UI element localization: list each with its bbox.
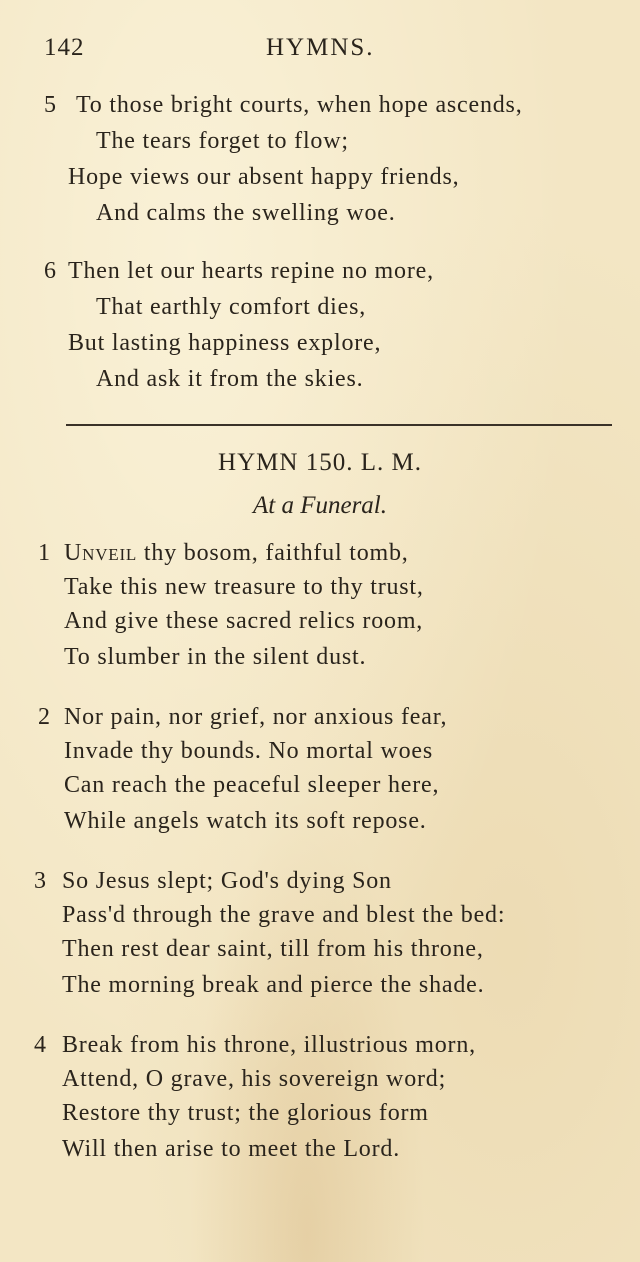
verse-line: Nor pain, nor grief, nor anxious fear, <box>64 704 448 730</box>
verse-line: But lasting happiness explore, <box>68 330 382 356</box>
verse-line: Will then arise to meet the Lord. <box>62 1136 401 1162</box>
hymn-subtitle: At a Funeral. <box>252 492 387 519</box>
verse-line: Then rest dear saint, till from his throne, <box>62 936 484 962</box>
stanza-number: 5 <box>44 92 56 118</box>
verse-line: Break from his throne, illustrious morn, <box>62 1032 476 1058</box>
verse-line: The tears forget to flow; <box>96 128 349 154</box>
page-number: 142 <box>44 34 85 61</box>
section-divider <box>66 424 612 426</box>
stanza-number: 2 <box>38 704 50 730</box>
verse-line: Restore thy trust; the glorious form <box>62 1100 429 1126</box>
verse-line: Pass'd through the grave and blest the bed: <box>62 902 506 928</box>
verse-line: Take this new treasure to thy trust, <box>64 574 424 600</box>
verse-line: To those bright courts, when hope ascends, <box>76 92 523 118</box>
verse-line: And give these sacred relics room, <box>64 608 424 634</box>
page-header <box>0 34 640 68</box>
verse-line: That earthly comfort dies, <box>96 294 367 320</box>
stanza-number: 6 <box>44 258 56 284</box>
verse-line: And calms the swelling woe. <box>96 200 396 226</box>
stanza-number: 4 <box>34 1032 46 1058</box>
verse-line: Attend, O grave, his sovereign word; <box>62 1066 447 1092</box>
verse-line: To slumber in the silent dust. <box>64 644 367 670</box>
verse-line: So Jesus slept; God's dying Son <box>62 868 392 894</box>
verse-line: Then let our hearts repine no more, <box>68 258 434 284</box>
running-head: HYMNS. <box>266 34 375 61</box>
verse-line: And ask it from the skies. <box>96 366 364 392</box>
verse-line <box>64 538 409 568</box>
stanza-number: 1 <box>38 540 50 566</box>
drop-word: Unveil <box>64 540 138 566</box>
verse-line-rest: thy bosom, faithful tomb, <box>137 540 409 566</box>
verse-line: Hope views our absent happy friends, <box>68 164 460 190</box>
stanza-number: 3 <box>34 868 46 894</box>
verse-line: Can reach the peaceful sleeper here, <box>64 772 440 798</box>
verse-line: While angels watch its soft repose. <box>64 808 427 834</box>
verse-line: Invade thy bounds. No mortal woes <box>64 738 434 764</box>
hymn-title: HYMN 150. L. M. <box>218 449 422 476</box>
verse-line: The morning break and pierce the shade. <box>62 972 485 998</box>
